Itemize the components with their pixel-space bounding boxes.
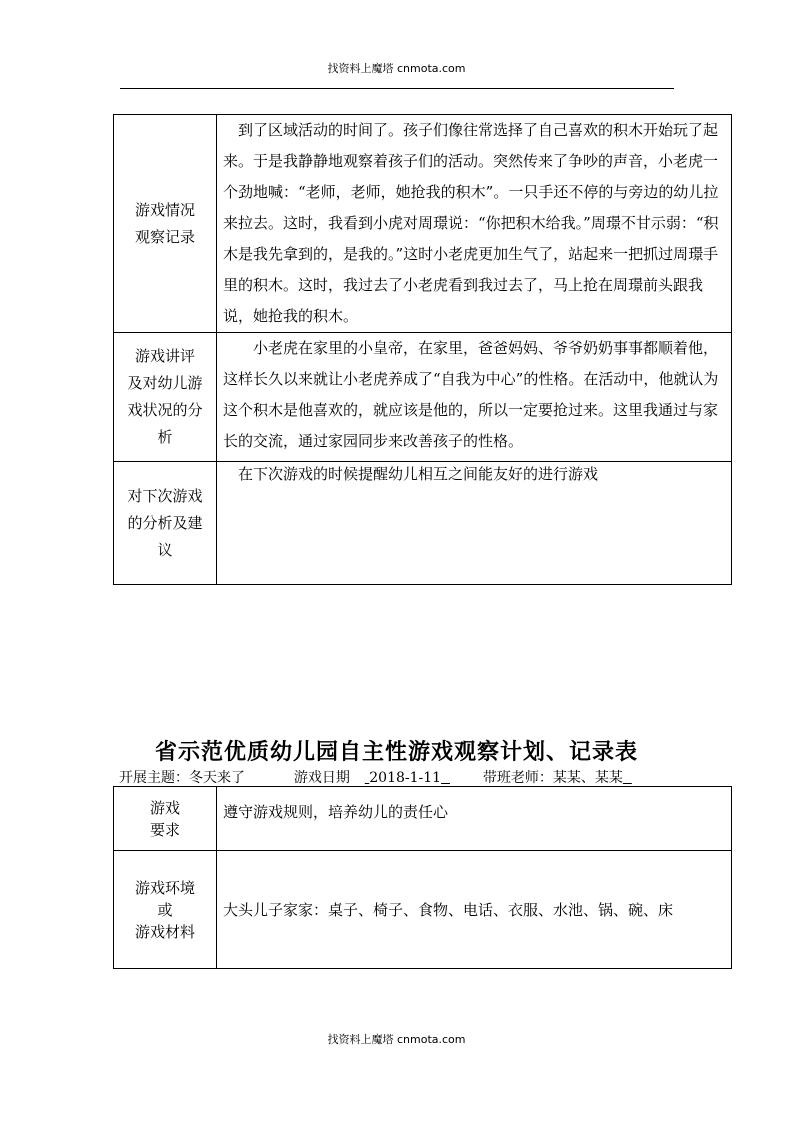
form-meta-line [119, 767, 632, 787]
row-label-review: 游戏讲评 及对幼儿游 戏状况的分 析 [114, 333, 217, 462]
theme-value: 冬天来了 [189, 770, 245, 786]
game-plan-table [113, 786, 732, 969]
page-header: 找资料上魔塔 cnmota.com [327, 62, 466, 75]
next-suggestion-text: 在下次游戏的时候提醒幼儿相互之间能友好的进行游戏 [217, 462, 732, 585]
teacher-value: 某某、某某 [552, 770, 623, 786]
game-requirements-text: 遵守游戏规则，培养幼儿的责任心 [217, 787, 732, 851]
observation-record-table [113, 114, 732, 585]
page-footer: 找资料上魔塔 cnmota.com [327, 1033, 466, 1046]
table-row [114, 851, 732, 969]
observation-record-text: 到了区域活动的时间了。孩子们像往常选择了自己喜欢的积木开始玩了起来。于是我静静地观察着孩子们的活动。突然传来了争吵的声音，小老虎一个劲地喊：“老师，老师，她抢我的积木”。一只手还不停的与旁边的幼儿拉来拉去。这时，我看到小虎对周璟说：“你把积木给我。”周璟不甘示弱：“积木是我先拿到的，是我的。”这时小老虎更加生气了，站起来一把抓过周璟手里的积木。这时，我过去了小老虎看到我过去了，马上抢在周璟前头跟我说，她抢我的积木。 [217, 115, 732, 333]
teacher-label: 带班老师： [482, 770, 553, 786]
table-row [114, 115, 732, 333]
row-label-next-suggestion: 对下次游戏 的分析及建 议 [114, 462, 217, 585]
header-divider [120, 88, 674, 89]
date-label: 游戏日期 [293, 770, 350, 786]
row-label-game-requirements: 游戏 要求 [114, 787, 217, 851]
game-materials-text: 大头儿子家家：桌子、椅子、食物、电话、衣服、水池、锅、碗、床 [217, 851, 732, 969]
row-label-observation: 游戏情况 观察记录 [114, 115, 217, 333]
table-row [114, 462, 732, 585]
table-row [114, 333, 732, 462]
theme-label: 开展主题： [119, 770, 189, 786]
date-value: 2018-1-11 [369, 770, 442, 786]
review-analysis-text: 小老虎在家里的小皇帝，在家里，爸爸妈妈、爷爷奶奶事事都顺着他，这样长久以来就让小老虎养成了“自我为中心”的性格。在活动中，他就认为这个积木是他喜欢的，就应该是他的，所以一定要抢过来。这里我通过与家长的交流，通过家园同步来改善孩子的性格。 [217, 333, 732, 462]
row-label-game-materials: 游戏环境 或 游戏材料 [114, 851, 217, 969]
table-row [114, 787, 732, 851]
form-title: 省示范优质幼儿园自主性游戏观察计划、记录表 [154, 739, 638, 765]
